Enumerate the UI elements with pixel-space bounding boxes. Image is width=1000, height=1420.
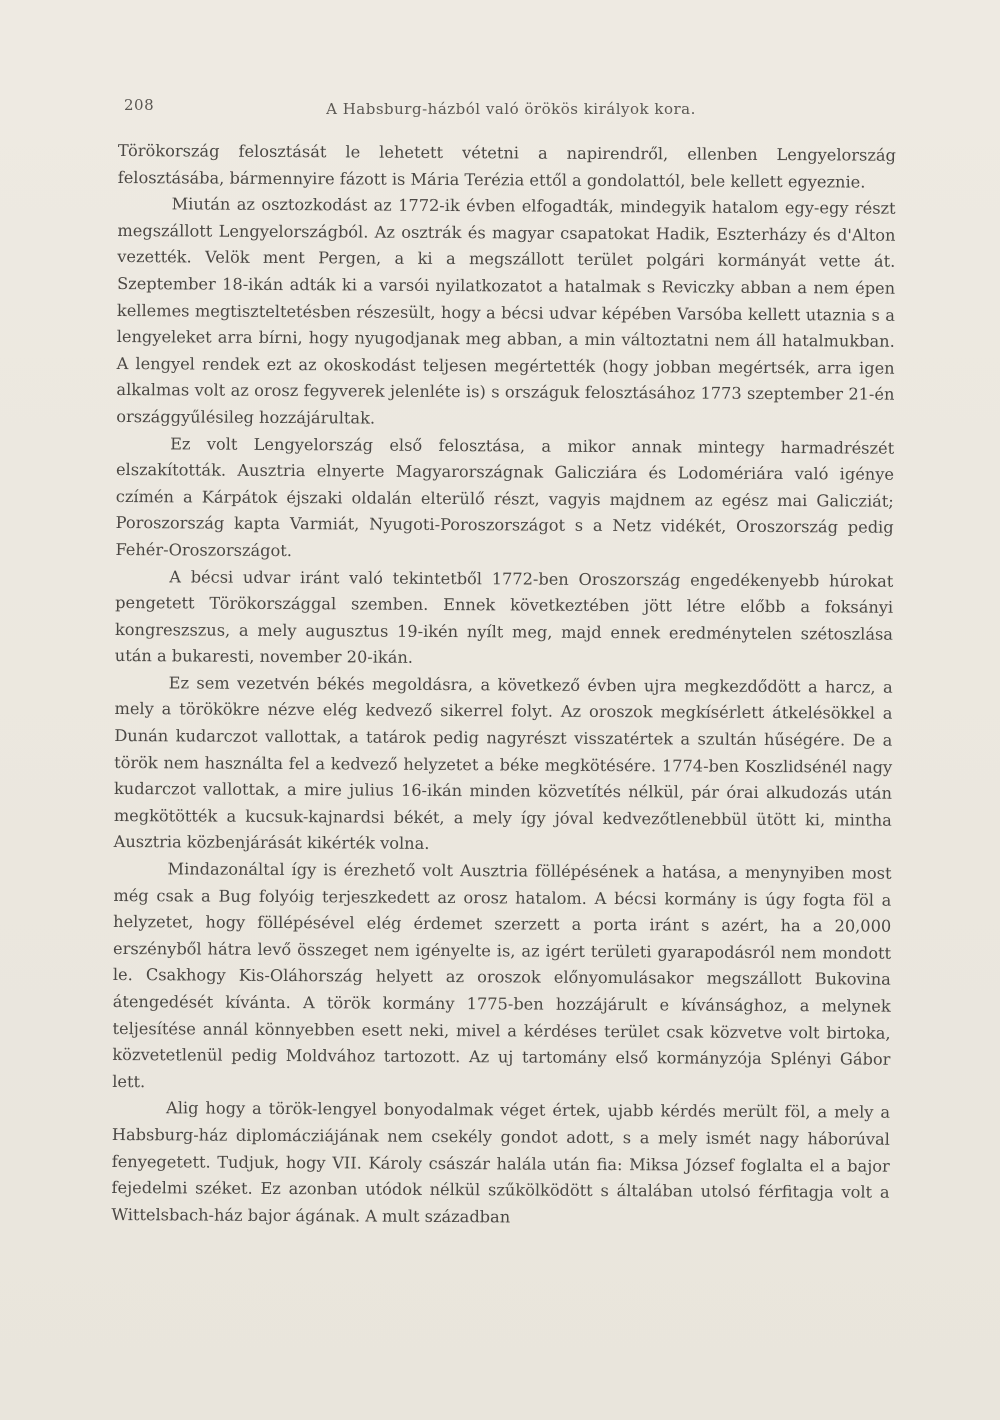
paragraph: Alig hogy a török-lengyel bonyodalmak véget értek, ujabb kérdés merült föl, a mely a Habsburg-ház diplomácziájának nem csekély gondot adott, s a mely ismét nagy háborúval fenyegetett. Tudjuk, hogy VII. Károly császár halála után fia: Miksa József foglalta el a bajor fejedelmi széket. Ez azonban utódok nélkül szűkölködött s általában utolsó férfitagja volt a Wittelsbach-ház bajor ágának. A mult században xyxy=(111,1098,891,1227)
running-title: A Habsburg-házból való örökös királyok kora. xyxy=(326,100,696,118)
paragraph: Miután az osztozkodást az 1772-ik évben elfogadták, mindegyik hatalom egy-egy részt megszállott Lengyelországból. Az osztrák és magyar csapatokat Hadik, Eszterházy és d'Alton vezették. Velök ment Pergen, a ki a megszállott terület polgári kormányát vette át. Szeptember 18-ikán adták ki a varsói nyilatkozatot a hatalmak s Reviczky abban a nem épen kellemes megtiszteltetésben részesült, hogy a bécsi udvar képében Varsóba kellett utaznia s a lengyeleket arra bírni, hogy nyugodjanak meg abban, a min változtatni nem áll hatalmukban. A lengyel rendek ezt az okoskodást teljesen megértették (hogy jobban megértsék, arra igen alkalmas volt az orosz fegyverek jelenléte is) s országuk felosztásához 1773 szeptember 21-én országgyűlésileg hozzájárultak. xyxy=(116,194,896,428)
page-number: 208 xyxy=(124,96,155,114)
paragraph: A bécsi udvar iránt való tekintetből 1772-ben Oroszország engedékenyebb húrokat pengetett Törökországgal szemben. Ennek következtében jött létre előbb a foksányi kongreszszus, a mely augusztus 19-ikén nyílt meg, majd ennek eredménytelen szétoszlása után a bukaresti, november 20-ikán. xyxy=(114,566,894,668)
paragraph: Törökország felosztását le lehetett vétetni a napirendről, ellenben Lengyelország felosztásába, bármennyire fázott is Mária Terézia ettől a gondolattól, bele kellett egyeznie. xyxy=(117,140,896,192)
paragraph: Ez sem vezetvén békés megoldásra, a következő évben ujra megkezdődött a harcz, a mely a törökökre nézve elég kedvező sikerrel folyt. Az oroszok megkísérlett átkelésökkel a Dunán kudarczot vallottak, a tatárok pedig nagyrészt visszatértek a szultán hűségére. De a török nem használta fel a kedvező helyzetet a béke megkötésére. 1774-ben Koszlidsénél nagy kudarczot vallottak, a mire julius 16-ikán minden közvetítés nélkül, pár órai alkudozás után megkötötték a kucsuk-kajnardsi békét, a mely így jóval kedvezőtlenebbül ütött ki, mintha Ausztria közbenjárását kikérték volna. xyxy=(113,673,893,854)
body-text xyxy=(111,138,896,1233)
page-header xyxy=(124,96,898,126)
paragraph: Mindazonáltal így is érezhető volt Ausztria föllépésének a hatása, a menynyiben most még csak a Bug folyóig terjeszkedett az orosz hatalom. A bécsi kormány is úgy fogta föl a helyzetet, hogy föllépésével elég érdemet szerzett a porta iránt s azért, ha a 20,000 erszényből hátra levő összeget nem igényelte is, az igért területi gyarapodásról nem mondott le. Csakhogy Kis-Oláhország helyett az oroszok előnyomulásakor megszállott Bukovina átengedését kívánta. A török kormány 1775-ben hozzájárult e kívánsághoz, a melynek teljesítése annál könnyebben esett neki, mivel a kérdéses terület csak közvetve volt birtoka, közvetetlenül pedig Moldvához tartozott. Az uj tartomány első kormányzója Splényi Gábor lett. xyxy=(112,859,892,1091)
paragraph: Ez volt Lengyelország első felosztása, a mikor annak mintegy harmadrészét elszakították. Ausztria elnyerte Magyarországnak Galicziára és Lodomériára való igénye czímén a Kárpátok éjszaki oldalán elterülő részt, vagyis majdnem az egész mai Galicziát; Poroszország kapta Varmiát, Nyugoti-Poroszországot s a Netz vidékét, Oroszország pedig Fehér-Oroszországot. xyxy=(115,433,895,560)
